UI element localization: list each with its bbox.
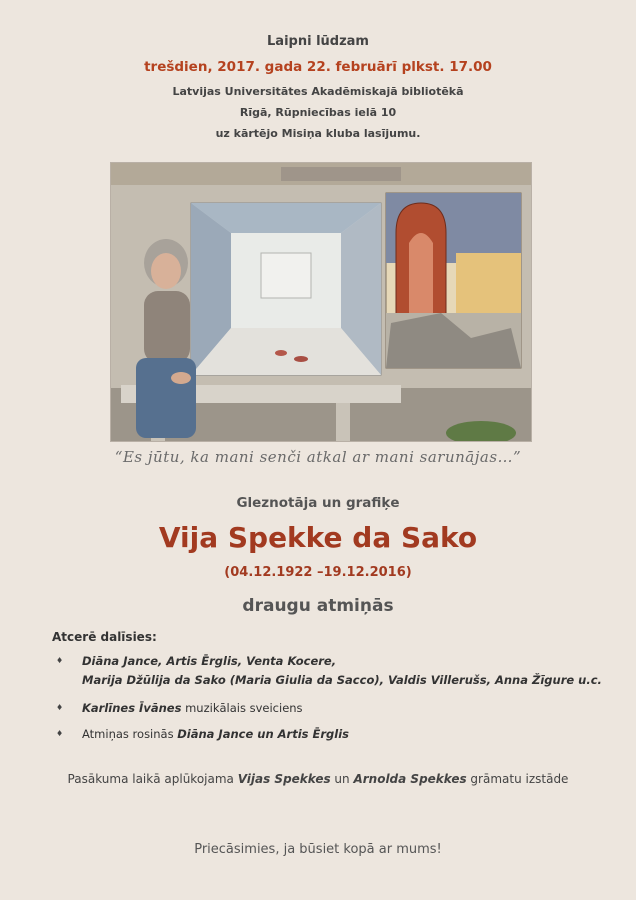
invite-text: uz kārtējo Misiņa kluba lasījumu. [215,127,421,140]
diamond-bullet-icon: ♦ [56,656,64,665]
artist-subtitle: Gleznotāja un grafiķe [236,495,400,511]
participants-heading: Atcerē dalīsies: [52,630,157,644]
exhibit-name-2: Arnolda Spekkes [353,772,467,786]
artist-dates: (04.12.1922 –19.12.2016) [224,565,412,580]
event-date: trešdien, 2017. gada 22. februārī plkst. 17.00 [144,59,492,75]
participants-line-2: Marija Džūlija da Sako (Maria Giulia da Sacco), Valdis Villerušs, Anna Žīgure u.c. [82,673,602,687]
exhibit-name-1: Vijas Spekkes [237,772,331,786]
exhibit-post: grāmatu izstāde [466,772,569,786]
artist-photo [110,162,532,442]
artist-name: Vija Spekke da Sako [158,521,478,554]
welcome-text: Laipni lūdzam [267,34,369,49]
venue-text: Latvijas Universitātes Akadēmiskajā bibliotēkā [172,85,464,98]
diamond-bullet-icon: ♦ [56,703,64,712]
footer-text: Priecāsimies, ja būsiet kopā ar mums! [194,842,442,857]
exhibit-pre: Pasākuma laikā aplūkojama [67,772,238,786]
diamond-bullet-icon: ♦ [56,729,64,738]
memory-title: draugu atmiņās [242,596,394,616]
stories-names: Diāna Jance un Artis Ērglis [177,727,350,741]
quote-text: “Es jūtu, ka mani senči atkal ar mani sarunājas…” [114,448,522,466]
address-text: Rīgā, Rūpniecības ielā 10 [239,106,397,119]
greeting-name: Karlīnes Īvānes [82,701,182,715]
stories-label: Atmiņas rosinās [82,727,178,741]
greeting-text: muzikālais sveiciens [181,701,303,715]
exhibit-text [0,772,636,786]
photo-illustration [111,163,531,441]
participants-line-1: Diāna Jance, Artis Ērglis, Venta Kocere, [82,654,337,668]
exhibit-mid: un [330,772,354,786]
